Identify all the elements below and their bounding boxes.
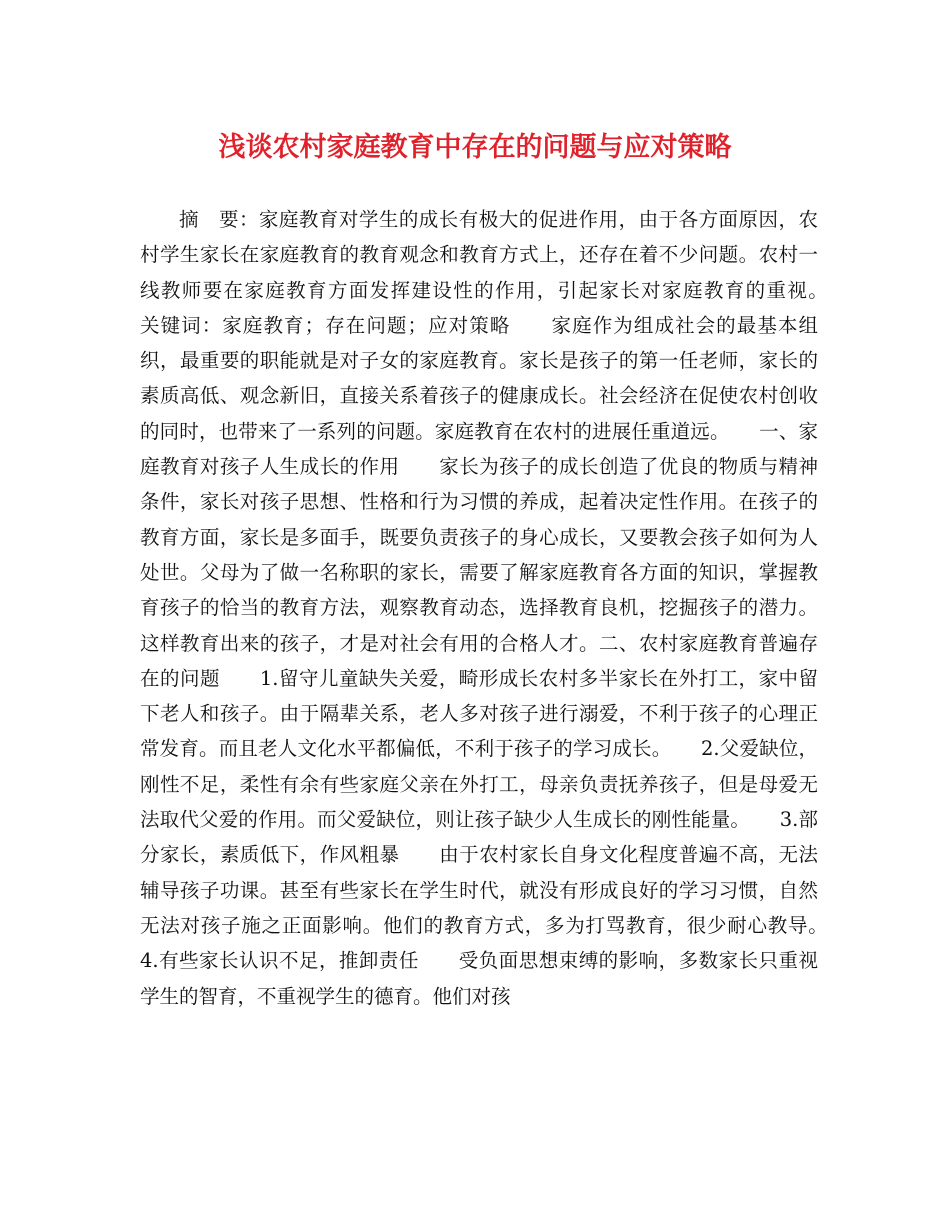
document-title: 浅谈农村家庭教育中存在的问题与应对策略	[218, 132, 732, 163]
document-body: 摘 要：家庭教育对学生的成长有极大的促进作用，由于各方面原因，农村学生家长在家庭教育的教育观念和教育方式上，还存在着不少问题。农村一线教师要在家庭教育方面发挥建设性的作用，引起家长对家庭教育的重视。 关键词：家庭教育；存在问题；应对策略 家庭作为组成社会的最基本组织，最重要的职能就是对子女的家庭教育。家长是孩子的第一任老师，家长的素质高低、观念新旧，直接关系着孩子的健康成长。社会经济在促使农村创收的同时，也带来了一系列的问题。家庭教育在农村的进展任重道远。 一、家庭教育对孩子人生成长的作用 家长为孩子的成长创造了优良的物质与精神条件，家长对孩子思想、性格和行为习惯的养成，起着决定性作用。在孩子的教育方面，家长是多面手，既要负责孩子的身心成长，又要教会孩子如何为人处世。父母为了做一名称职的家长，需要了解家庭教育各方面的知识，掌握教育孩子的恰当的教育方法，观察教育动态，选择教育良机，挖掘孩子的潜力。这样教育出来的孩子，才是对社会有用的合格人才。二、农村家庭教育普遍存在的问题 1.留守儿童缺失关爱，畸形成长农村多半家长在外打工，家中留下老人和孩子。由于隔辈关系，老人多对孩子进行溺爱，不利于孩子的心理正常发育。而且老人文化水平都偏低，不利于孩子的学习成长。 2.父爱缺位，刚性不足，柔性有余有些家庭父亲在外打工，母亲负责抚养孩子，但是母爱无法取代父爱的作用。而父爱缺位，则让孩子缺少人生成长的刚性能量。 3.部分家长，素质低下，作风粗暴 由于农村家长自身文化程度普遍不高，无法辅导孩子功课。甚至有些家长在学生时代，就没有形成良好的学习习惯，自然无法对孩子施之正面影响。他们的教育方式，多为打骂教育，很少耐心教导。 4.有些家长认识不足，推卸责任 受负面思想束缚的影响，多数家长只重视学生的智育，不重视学生的德育。他们对孩	[140, 208, 877, 1008]
